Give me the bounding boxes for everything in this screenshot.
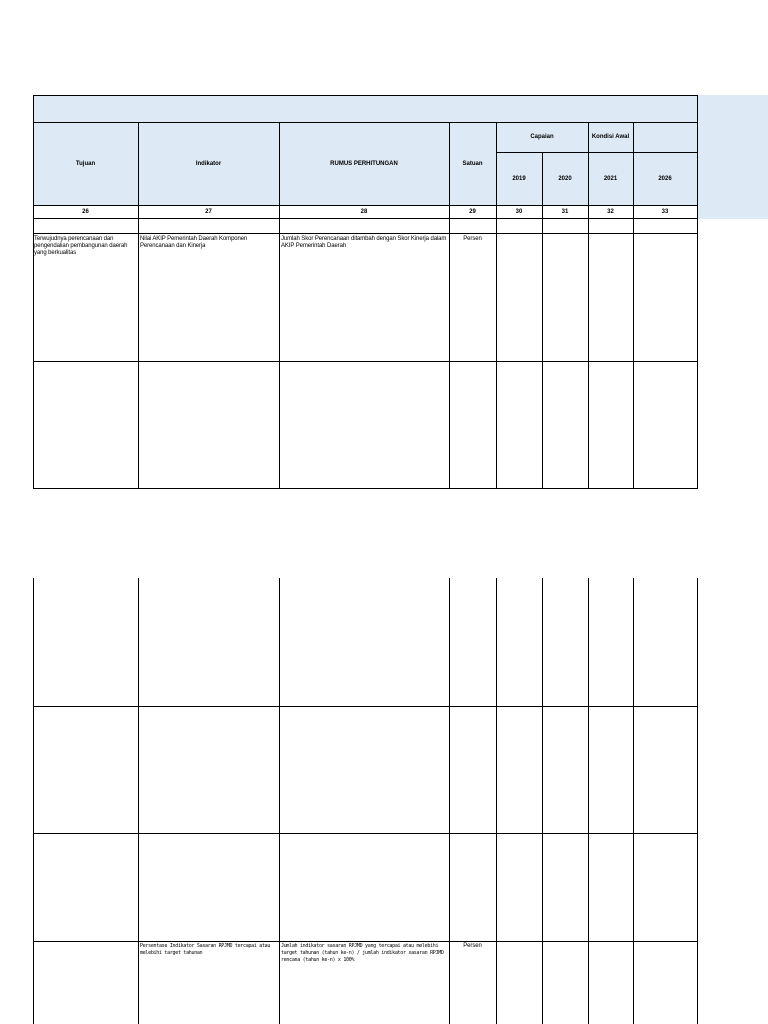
column-number: 26 (82, 209, 89, 215)
row2-satuan: Persen (463, 943, 482, 949)
header-capaian: Capaian (530, 134, 554, 140)
row1-indikator: Nilai AKIP Pemerintah Daerah Komponen Perencanaan dan Kinerja (140, 236, 248, 249)
row2-rumus: Jumlah indikator sasaran RPJMD yang tercapai atau melebihi target tahunan (tahun ke-n) / jumlah indikator sasaran RPJMD rencana (tahun ke-n) x 100% (281, 943, 444, 963)
header-2021: 2021 (603, 176, 618, 182)
row1-tujuan: Terwujudnya perencanaan dan pengendalian pembangunan daerah yang berkualitas (34, 236, 128, 256)
row1-satuan: Persen (463, 236, 482, 242)
header-2020: 2020 (558, 176, 572, 182)
table-title-band (33, 95, 768, 123)
row1-rumus: Jumlah Skor Perencanaan ditambah dengan Skor Kinerja dalam AKIP Pemerintah Daerah (281, 236, 447, 249)
column-number: 32 (607, 209, 614, 215)
column-number: 27 (205, 209, 212, 215)
column-number: 33 (661, 209, 669, 215)
header-2019: 2019 (512, 176, 526, 182)
header-indikator: Indikator (195, 161, 222, 167)
header-tujuan: Tujuan (75, 161, 96, 167)
header-satuan: Satuan (462, 161, 483, 167)
header-2026: 2026 (658, 176, 672, 182)
side-panel (698, 95, 768, 219)
header-rumus: RUMUS PERHITUNGAN (330, 161, 398, 167)
column-number: 30 (515, 209, 523, 215)
header-kondisi-awal: Kondisi Awal (591, 134, 630, 140)
row2-indikator: Persentase Indikator Sasaran RPJMD tercapai atau melebihi target tahunan (140, 943, 271, 956)
column-number: 28 (360, 209, 368, 215)
column-number: 31 (561, 209, 569, 215)
column-number: 29 (469, 209, 476, 215)
